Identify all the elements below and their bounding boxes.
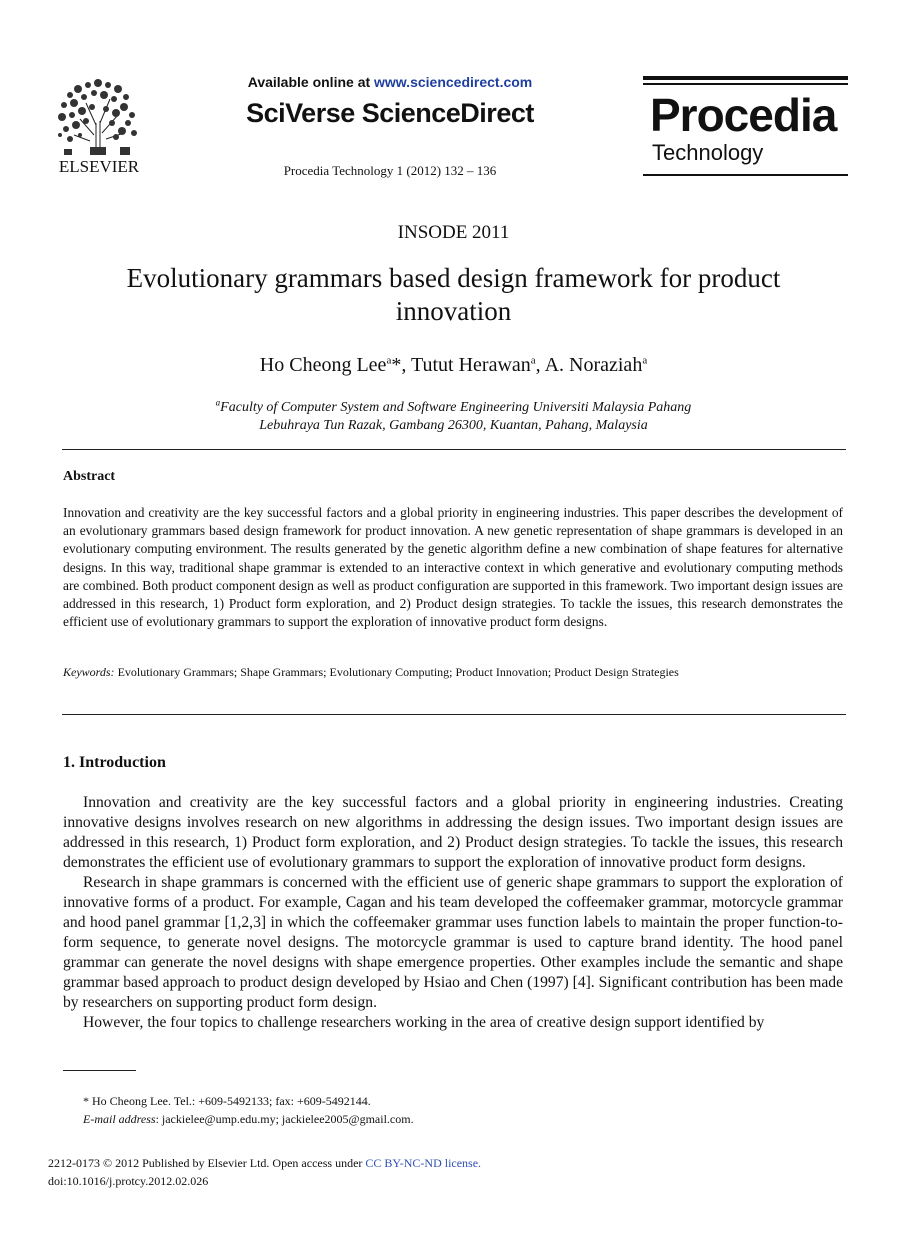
available-online-line: [200, 74, 580, 90]
abstract-bottom-rule: [62, 714, 846, 715]
footnote-rule: [63, 1070, 136, 1071]
journal-logo-bottom-rule: [643, 174, 848, 176]
footnote-email-text: : jackielee@ump.edu.my; jackielee2005@gmail.com.: [155, 1112, 414, 1126]
author-affiliation-mark: a: [642, 354, 648, 367]
copyright-notice: 2212-0173 © 2012 Published by Elsevier Ltd. Open access under: [48, 1156, 366, 1170]
author-affiliation-mark: a: [530, 354, 536, 367]
page-bottom-info: [48, 1154, 748, 1190]
introduction-paragraph: Research in shape grammars is concerned with the efficient use of generic shape grammars to support the exploration of innovative forms of a product. For example, Cagan and his team developed the coffeemaker grammar, motorcycle grammar and hood panel grammar [1,2,3] in which the coffeemaker grammar uses function labels to maintain the proper function-to-form sequence, to generate novel designs. The motorcycle grammar is used to capture brand identity. The hood panel grammar can generate the novel designs with shape emergence properties. Other examples include the semantic and shape grammar based approach to product design developed by Hsiao and Chen (1997) [4]. Significant contribution has been made by researchers on supporting product form design.: [63, 874, 843, 1011]
author-list: [0, 354, 907, 377]
footnote-email-label: E-mail address: [83, 1112, 156, 1126]
article-title: Evolutionary grammars based design framework for product innovation: [126, 263, 781, 326]
available-online-prefix: Available online at: [247, 74, 375, 90]
abstract-top-rule: [62, 449, 846, 450]
keywords: [63, 665, 843, 680]
keywords-label: Keywords:: [63, 665, 115, 679]
author-name: A. Noraziah: [544, 354, 643, 376]
author-name: Tutut Herawan: [410, 354, 531, 376]
section-heading-introduction: 1. Introduction: [63, 754, 166, 771]
affiliation-mark: a: [215, 397, 221, 408]
introduction-body: [63, 793, 843, 1033]
abstract-text: Innovation and creativity are the key successful factors and a global priority in engineering industries. This paper describes the development of an evolutionary grammars based design framework for product innovation. A new genetic representation of shape grammars is developed in an evolutionary computing environment. The results generated by the genetic algorithm define a new combination of shape features for alternative designs. In this way, traditional shape grammar is extended to an interactive context in which generative and evolutionary computing methods are combined. Both product component design as well as product configuration are supported in this framework. Two important design issues are addressed in this research, 1) Product form exploration, and 2) Product design strategies. To tackle the issues, this research demonstrates the efficient use of evolutionary grammars to support the exploration of innovative product form designs.: [63, 505, 843, 630]
author-affiliation-mark: a: [386, 354, 392, 367]
journal-logo-second-rule: [643, 83, 848, 85]
journal-logo-subtitle: Technology: [652, 140, 764, 165]
footnote: [83, 1092, 783, 1128]
affiliation-line-1: Faculty of Computer System and Software Engineering Universiti Malaysia Pahang: [220, 400, 692, 415]
introduction-paragraph: Innovation and creativity are the key successful factors and a global priority in engineering industries. Creating innovative designs involves research on new algorithms in addressing the design issues. Two important design issues are addressed in this research, 1) Product form exploration, and 2) Product design strategies. To tackle the issues, this research demonstrates the efficient use of evolutionary grammars to support the exploration of innovative product form designs.: [63, 794, 843, 871]
affiliation: [0, 399, 907, 435]
journal-logo-title: Procedia: [650, 89, 837, 141]
publisher-logo-word: ELSEVIER: [58, 157, 140, 176]
platform-name: SciVerse ScienceDirect: [246, 98, 534, 128]
keywords-text: Evolutionary Grammars; Shape Grammars; Evolutionary Computing; Product Innovation; Product Design Strategies: [114, 665, 679, 679]
abstract-heading: Abstract: [63, 469, 116, 484]
sciencedirect-link[interactable]: www.sciencedirect.com: [374, 74, 533, 90]
introduction-paragraph: However, the four topics to challenge researchers working in the area of creative design support identified by: [83, 1014, 765, 1031]
doi: doi:10.1016/j.protcy.2012.02.026: [48, 1174, 209, 1188]
license-link[interactable]: CC BY-NC-ND license.: [365, 1156, 482, 1170]
journal-logo-top-rule: [643, 76, 848, 80]
author-separator: *,: [391, 354, 411, 376]
journal-reference: Procedia Technology 1 (2012) 132 – 136: [283, 163, 497, 178]
author-name: Ho Cheong Lee: [259, 354, 387, 376]
author-separator: ,: [535, 354, 545, 376]
conference-name: INSODE 2011: [397, 222, 510, 243]
footnote-author-line: * Ho Cheong Lee. Tel.: +609-5492133; fax: +609-5492144.: [83, 1094, 371, 1108]
affiliation-line-2: Lebuhraya Tun Razak, Gambang 26300, Kuantan, Pahang, Malaysia: [259, 418, 648, 433]
